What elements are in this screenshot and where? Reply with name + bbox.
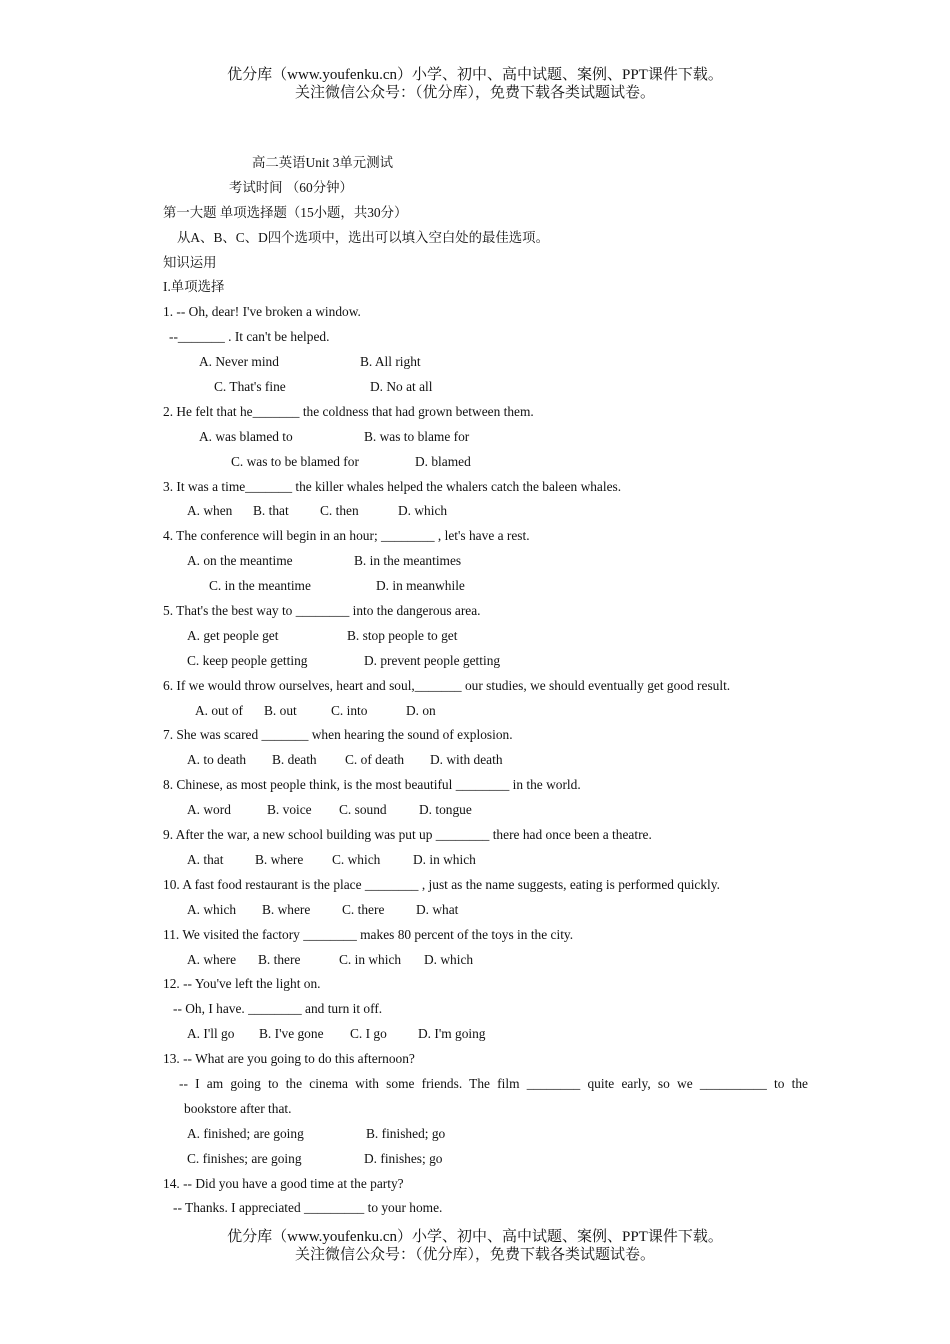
question-9-options (163, 848, 808, 873)
question-10-option-d: D. what (416, 901, 459, 917)
question-10-options (163, 898, 808, 923)
question-14-stem: 14. -- Did you have a good time at the party? (163, 1175, 404, 1191)
question-13-option-b: B. finished; go (366, 1125, 446, 1141)
question-4-stem: 4. The conference will begin in an hour; ________ , let's have a rest. (163, 528, 530, 544)
footer-line-1: 优分库（www.youfenku.cn）小学、初中、高中试题、案例、PPT课件下载。 (227, 1229, 723, 1245)
question-6-stem: 6. If we would throw ourselves, heart and soul,_______ our studies, we should eventually get good result. (163, 677, 731, 693)
question-6-option-c: C. into (331, 702, 368, 718)
question-8-option-c: C. sound (339, 802, 387, 818)
question-11-stem: 11. We visited the factory ________ makes 80 percent of the toys in the city. (163, 926, 574, 942)
question-7-option-d: D. with death (430, 752, 503, 768)
question-4-option-c: C. in the meantime (209, 578, 311, 594)
question-6-option-a: A. out of (195, 702, 243, 718)
question-10-option-a: A. which (187, 901, 237, 917)
question-7-stem: 7. She was scared _______ when hearing the sound of explosion. (163, 727, 513, 743)
question-11-option-a: A. where (187, 951, 237, 967)
doc-title: 高二英语Unit 3单元测试 (252, 155, 393, 170)
question-4-option-b: B. in the meantimes (354, 553, 462, 569)
question-1-reply: --_______ . It can't be helped. (169, 329, 330, 345)
question-4-options-row-1 (163, 549, 808, 574)
question-4-option-d: D. in meanwhile (376, 578, 465, 594)
question-1-stem: 1. -- Oh, dear! I've broken a window. (163, 304, 361, 320)
question-8-stem: 8. Chinese, as most people think, is the most beautiful ________ in the world. (163, 777, 581, 793)
question-8-options (163, 798, 808, 823)
question-4-option-a: A. on the meantime (187, 553, 293, 569)
question-9-option-b: B. where (255, 851, 304, 867)
question-1-options-row-1 (163, 350, 808, 375)
question-12-options (163, 1022, 808, 1047)
subpart-heading: I.单项选择 (163, 279, 225, 295)
question-13-reply: -- I am going to the cinema with some friends. The film ________ quite early, so we __________ to the (179, 1075, 808, 1091)
question-1-option-d: D. No at all (370, 379, 433, 395)
question-9-option-c: C. which (332, 851, 381, 867)
question-1-option-a: A. Never mind (199, 354, 279, 370)
question-11-option-b: B. there (258, 951, 301, 967)
question-6-options (163, 699, 808, 724)
section-instruction: 从A、B、C、D四个选项中，选出可以填入空白处的最佳选项。 (177, 229, 549, 245)
question-13-stem: 13. -- What are you going to do this afternoon? (163, 1051, 415, 1067)
question-12-reply: -- Oh, I have. ________ and turn it off. (173, 1001, 383, 1017)
question-10-option-b: B. where (262, 901, 311, 917)
question-4-options-row-2 (163, 574, 808, 599)
question-12-option-a: A. I'll go (187, 1026, 235, 1042)
question-13-option-d: D. finishes; go (364, 1150, 443, 1166)
question-11-options (163, 948, 808, 973)
question-2-options-row-1 (163, 425, 808, 450)
question-2-option-b: B. was to blame for (364, 428, 470, 444)
header-line-1: 优分库（www.youfenku.cn）小学、初中、高中试题、案例、PPT课件下载。 (227, 67, 723, 83)
question-8-option-a: A. word (187, 802, 231, 818)
question-2-option-c: C. was to be blamed for (231, 453, 359, 469)
question-3-option-c: C. then (320, 503, 359, 519)
header-watermark (0, 66, 950, 102)
question-7-options (163, 748, 808, 773)
question-13-option-a: A. finished; are going (187, 1125, 304, 1141)
question-12-stem: 12. -- You've left the light on. (163, 976, 321, 992)
question-12-option-b: B. I've gone (259, 1026, 324, 1042)
question-9-option-a: A. that (187, 851, 224, 867)
exam-time: 考试时间 （60分钟） (229, 179, 353, 195)
question-11-option-d: D. which (424, 951, 474, 967)
question-3-stem: 3. It was a time_______ the killer whales helped the whalers catch the baleen whales. (163, 478, 622, 494)
question-1-options-row-2 (163, 375, 808, 400)
question-5-option-b: B. stop people to get (347, 627, 458, 643)
question-8-option-b: B. voice (267, 802, 312, 818)
question-10-option-c: C. there (342, 901, 385, 917)
question-9-option-d: D. in which (413, 851, 476, 867)
question-1-option-c: C. That's fine (214, 379, 286, 395)
question-13-options-row-2 (163, 1147, 808, 1172)
question-3-options (163, 499, 808, 524)
question-6-option-d: D. on (406, 702, 436, 718)
footer-line-2: 关注微信公众号：（优分库），免费下载各类试题试卷。 (294, 1247, 655, 1263)
question-13-options-row-1 (163, 1122, 808, 1147)
question-3-option-b: B. that (253, 503, 289, 519)
question-7-option-c: C. of death (345, 752, 405, 768)
question-5-option-d: D. prevent people getting (364, 652, 501, 668)
question-9-stem: 9. After the war, a new school building was put up ________ there had once been a theatre. (163, 827, 652, 843)
question-1-option-b: B. All right (360, 354, 421, 370)
footer-watermark (0, 1228, 950, 1264)
question-5-options-row-1 (163, 624, 808, 649)
question-10-stem: 10. A fast food restaurant is the place ________ , just as the name suggests, eating is performed quickly. (163, 876, 720, 892)
question-5-stem: 5. That's the best way to ________ into the dangerous area. (163, 603, 481, 619)
question-12-option-c: C. I go (350, 1026, 387, 1042)
question-11-option-c: C. in which (339, 951, 402, 967)
question-13-option-c: C. finishes; are going (187, 1150, 302, 1166)
question-5-option-c: C. keep people getting (187, 652, 308, 668)
question-7-option-b: B. death (272, 752, 317, 768)
question-12-option-d: D. I'm going (418, 1026, 486, 1042)
question-2-option-d: D. blamed (415, 453, 471, 469)
question-3-option-d: D. which (398, 503, 448, 519)
question-7-option-a: A. to death (187, 752, 247, 768)
question-3-option-a: A. when (187, 503, 233, 519)
question-5-options-row-2 (163, 649, 808, 674)
question-6-option-b: B. out (264, 702, 297, 718)
exam-content (163, 151, 808, 1221)
header-line-2: 关注微信公众号：（优分库），免费下载各类试题试卷。 (294, 85, 655, 101)
section-heading: 第一大题 单项选择题（15小题，共30分） (163, 204, 408, 220)
question-14-reply: -- Thanks. I appreciated _________ to your home. (173, 1200, 443, 1216)
question-8-option-d: D. tongue (419, 802, 472, 818)
question-2-stem: 2. He felt that he_______ the coldness that had grown between them. (163, 403, 534, 419)
question-5-option-a: A. get people get (187, 627, 279, 643)
question-2-option-a: A. was blamed to (199, 428, 293, 444)
part-heading: 知识运用 (163, 254, 217, 270)
question-13-reply-continued: bookstore after that. (184, 1100, 292, 1116)
question-2-options-row-2 (163, 450, 808, 475)
